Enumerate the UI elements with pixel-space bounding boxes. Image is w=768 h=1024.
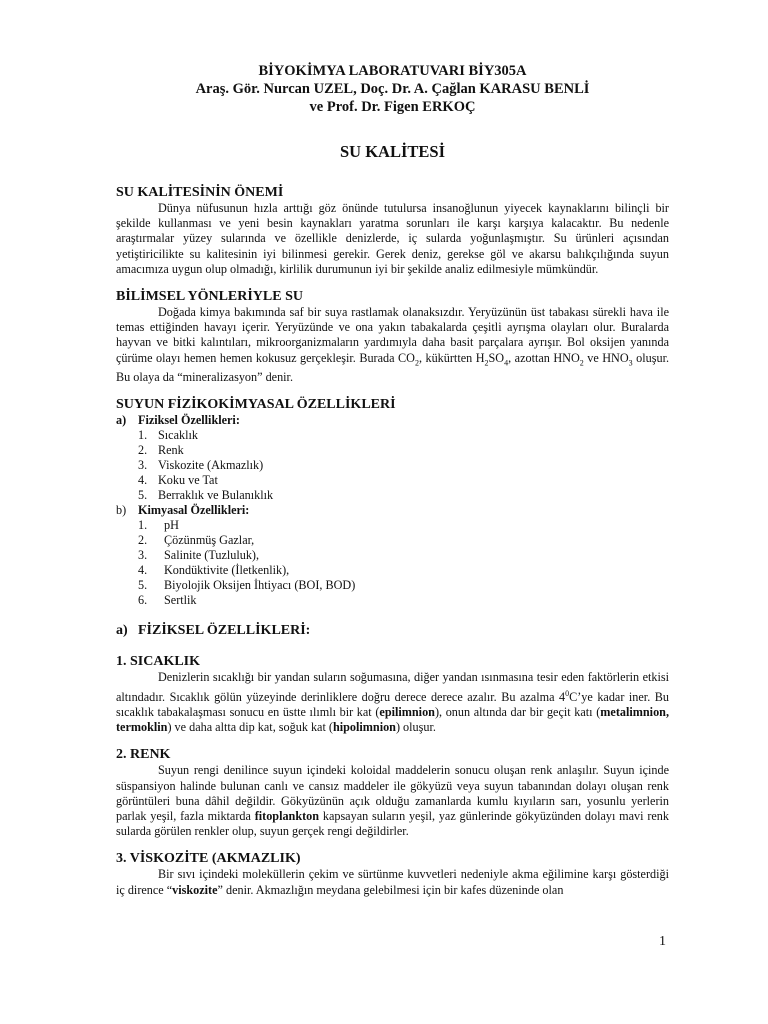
list-item: 3. Salinite (Tuzluluk), xyxy=(138,548,260,563)
authors-line: Araş. Gör. Nurcan UZEL, Doç. Dr. A. Çağlan KARASU BENLİ xyxy=(195,81,590,97)
paragraph-temperature: Denizlerin sıcaklığı bir yandan suların soğumasına, diğer yandan ısınmasına tesir eden faktörlerin etkisi altındadır. Sıcaklık gölün yüzeyinde derinliklere doğru derece derece azalır. Bu azalma $4^0C’ye$ kadar iner. Bu sıcaklık tabakalaşması sonucu en üstte ılımlı bir kat (epilimnion), onun altında dar bir geçit katı (metalimnion, termoklin) ve daha altta dip kat, soğuk kat (hipolimnion) oluşur. xyxy=(116,670,669,735)
subheading-physical: a) Fiziksel Özellikleri: xyxy=(116,413,240,428)
list-item: 2. Renk xyxy=(138,443,184,458)
list-item: 4. Kondüktivite (İletkenlik), xyxy=(138,563,290,578)
page-number: 1 xyxy=(659,934,666,949)
list-item: 2. Çözünmüş Gazlar, xyxy=(138,533,255,548)
paragraph-color: Suyun rengi denilince suyun içindeki koloidal maddelerin sonucu oluşan renk anlaşılır. Suyun içinde süspansiyon halinde bulunan canlı ve cansız maddeler ile gökyüzü veya suyun tabanından dolayı oluşan renk görüntüleri buna dâhil değildir. Gökyüzünün açık olduğu zamanlarda kumlu kıyıların sarı, yosunlu yerlerin parlak yeşil, fazla miktarda fitoplankton kapsayan suların yeşil, yaz günlerinde gökyüzünden dolayı mavi renk sularda görülen renkler olup, suyun gerçek rengi değildirler. xyxy=(116,763,669,839)
list-item: 1. pH xyxy=(138,518,179,533)
paragraph-importance: Dünya nüfusunun hızla arttığı göz önünde tutulursa insanoğlunun yiyecek kaynaklarını bilinçli bir şekilde kullanması ve yeni besin kaynakları yaratma sorunları ile karşı karşıya kalacaktır. Bu nedenle araştırmalar yüzey sularında ve özellikle denizlerde, iç sularda yoğunlaşmıştır. Su ürünleri açısından yetiştiricilikte su kalitesinin iyi bilinmesi gerekir. Gerek deniz, gerekse göl ve akarsu balıkçılığında suyun amacımıza uygun olup olmadığı, kirlilik durumunun iyi bir şekilde analiz edilmesiyle mümkündür. xyxy=(116,201,669,276)
paragraph-scientific: Doğada kimya bakımında saf bir suya rastlamak olanaksızdır. Yeryüzünün üst tabakası sürekli hava ile temas ettiğinden havayı içerir. Yeryüzünde ve ona yakın tabakalarda çeşitli ayrışma olayları olur. Buralarda hayvan ve bitki kalıntıları, mikroorganizmaların yardımıyla daha basit parçalara ayrışır. Bol oksijen yanında çürüme olayı hemen hemen kokusuz gerçekleşir. Burada $CO_2$, kükürtten $H_2SO_4$, azottan $HNO_2$ ve $HNO_3$ oluşur. Bu olaya da “mineralizasyon” denir. xyxy=(116,305,669,385)
list-item: 1. Sıcaklık xyxy=(138,428,198,443)
authors-line-2: ve Prof. Dr. Figen ERKOÇ xyxy=(309,99,476,115)
chemical-properties-list xyxy=(116,518,669,608)
list-item: 5. Biyolojik Oksijen İhtiyacı (BOI, BOD) xyxy=(138,578,356,593)
section-heading-viscosity: 3. VİSKOZİTE (AKMAZLIK) xyxy=(116,851,301,867)
list-item: 4. Koku ve Tat xyxy=(138,473,218,488)
subheading-chemical: b) Kimyasal Özellikleri: xyxy=(116,503,250,518)
section-heading-color: 2. RENK xyxy=(116,747,171,763)
section-heading-temperature: 1. SICAKLIK xyxy=(116,654,201,670)
section-heading-importance: SU KALİTESİNİN ÖNEMİ xyxy=(116,185,284,200)
section-heading-physicochemical: SUYUN FİZİKOKİMYASAL ÖZELLİKLERİ xyxy=(116,397,396,413)
document-header xyxy=(116,62,669,116)
document-page xyxy=(116,62,669,898)
list-item: 5. Berraklık ve Bulanıklık xyxy=(138,488,274,503)
section-heading-scientific: BİLİMSEL YÖNLERİYLE SU xyxy=(116,289,303,305)
document-title: SU KALİTESİ xyxy=(339,142,445,161)
list-item: 6. Sertlik xyxy=(138,593,197,608)
physical-properties-list xyxy=(116,428,669,503)
paragraph-viscosity: Bir sıvı içindeki moleküllerin çekim ve sürtünme kuvvetleri nedeniyle akma eğilimine karşı gösterdiği iç dirence “viskozite” denir. Akmazlığın meydana gelebilmesi için bir kafes düzeninde olan xyxy=(116,867,669,897)
course-title: BİYOKİMYA LABORATUVARI BİY305A xyxy=(258,63,527,79)
section-heading-physical-properties: a) FİZİKSEL ÖZELLİKLERİ: xyxy=(116,623,311,639)
list-item: 3. Viskozite (Akmazlık) xyxy=(138,458,264,473)
